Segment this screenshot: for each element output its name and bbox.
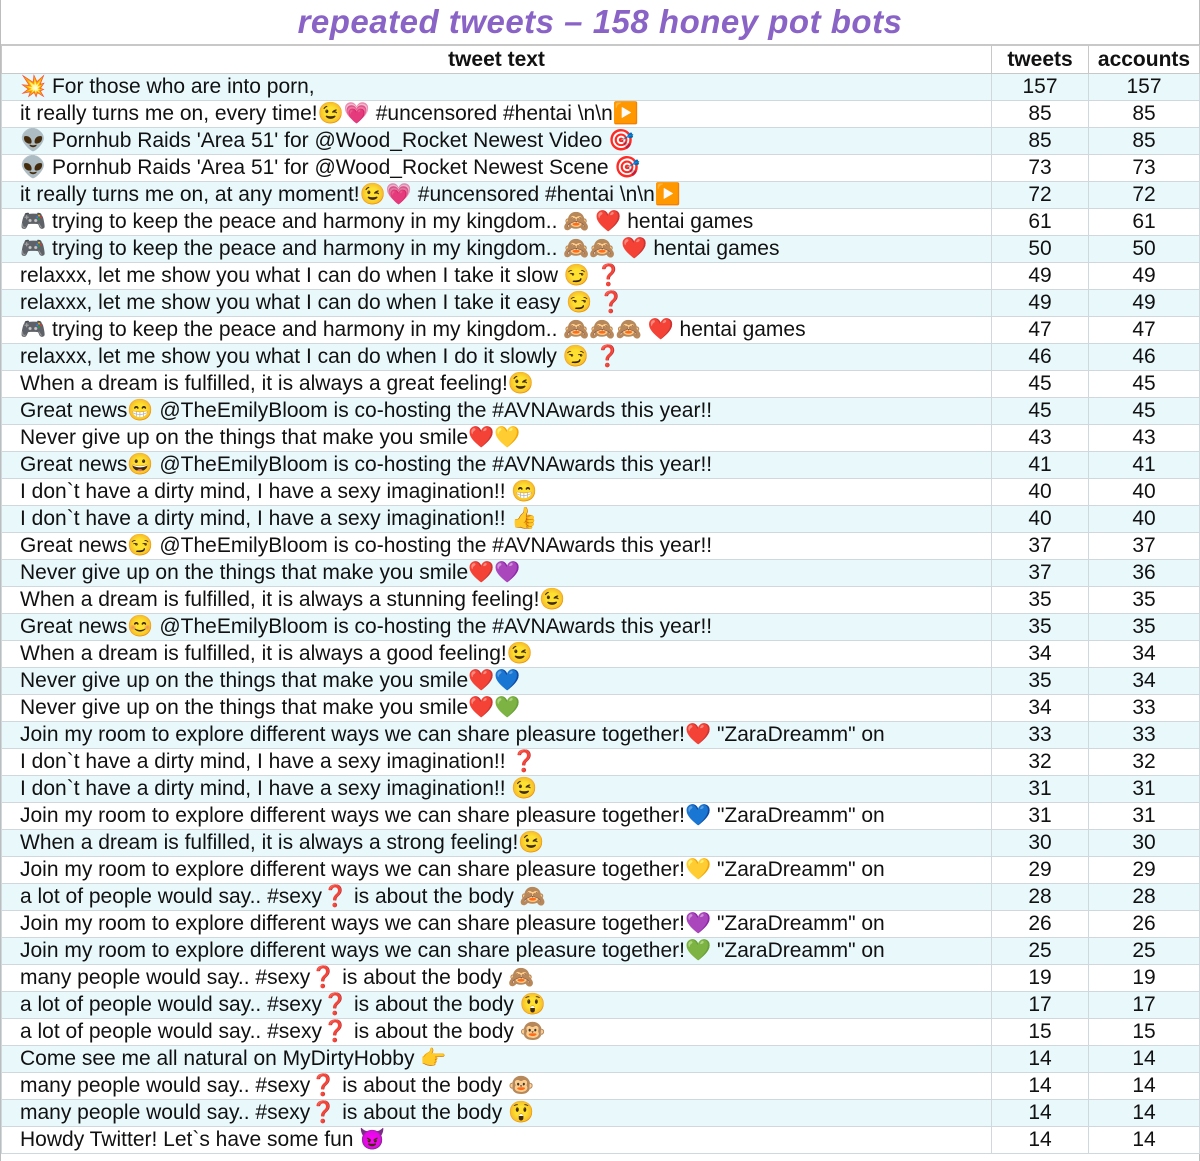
tweet-text-cell: Join my room to explore different ways we can share pleasure together!💙 "ZaraDreamm" on	[2, 803, 992, 830]
tweets-count-cell: 14	[992, 1073, 1089, 1100]
tweet-text-cell: 🎮 trying to keep the peace and harmony in my kingdom.. 🙈 ❤️ hentai games	[2, 209, 992, 236]
table-row	[2, 398, 1200, 425]
table-row	[2, 533, 1200, 560]
accounts-count-cell: 40	[1089, 479, 1200, 506]
accounts-count-cell: 34	[1089, 668, 1200, 695]
header-row	[2, 46, 1200, 74]
tweets-count-cell: 35	[992, 614, 1089, 641]
tweets-count-cell: 85	[992, 128, 1089, 155]
accounts-count-cell: 157	[1089, 74, 1200, 101]
accounts-count-cell: 36	[1089, 560, 1200, 587]
tweet-text-cell: Never give up on the things that make you smile❤️💙	[2, 668, 992, 695]
tweet-text-cell: Never give up on the things that make you smile❤️💚	[2, 695, 992, 722]
tweets-count-cell: 17	[992, 992, 1089, 1019]
table-row	[2, 992, 1200, 1019]
tweet-text-cell: I don`t have a dirty mind, I have a sexy imagination!! ❓	[2, 749, 992, 776]
table-row	[2, 209, 1200, 236]
tweets-count-cell: 15	[992, 1019, 1089, 1046]
tweets-count-cell: 45	[992, 398, 1089, 425]
tweet-text-cell: relaxxx, let me show you what I can do when I take it slow 😏 ❓	[2, 263, 992, 290]
tweet-text-cell: I don`t have a dirty mind, I have a sexy imagination!! 😁	[2, 479, 992, 506]
tweets-count-cell: 157	[992, 74, 1089, 101]
accounts-count-cell: 45	[1089, 398, 1200, 425]
tweet-text-cell: Great news😏 @TheEmilyBloom is co-hosting the #AVNAwards this year!!	[2, 533, 992, 560]
table-row	[2, 884, 1200, 911]
accounts-count-cell: 14	[1089, 1100, 1200, 1127]
tweets-table	[1, 45, 1200, 1154]
table-row	[2, 911, 1200, 938]
tweet-text-cell: a lot of people would say.. #sexy❓ is about the body 🐵	[2, 1019, 992, 1046]
tweets-count-cell: 47	[992, 317, 1089, 344]
accounts-count-cell: 85	[1089, 101, 1200, 128]
tweets-count-cell: 37	[992, 560, 1089, 587]
header-tweet-text: tweet text	[2, 46, 992, 74]
tweet-text-cell: I don`t have a dirty mind, I have a sexy imagination!! 😉	[2, 776, 992, 803]
accounts-count-cell: 29	[1089, 857, 1200, 884]
accounts-count-cell: 45	[1089, 371, 1200, 398]
tweets-count-cell: 61	[992, 209, 1089, 236]
tweets-count-cell: 50	[992, 236, 1089, 263]
accounts-count-cell: 25	[1089, 938, 1200, 965]
tweets-count-cell: 35	[992, 587, 1089, 614]
tweets-count-cell: 33	[992, 722, 1089, 749]
table-row	[2, 722, 1200, 749]
table-row	[2, 128, 1200, 155]
tweets-count-cell: 28	[992, 884, 1089, 911]
accounts-count-cell: 50	[1089, 236, 1200, 263]
table-body	[2, 74, 1200, 1154]
accounts-count-cell: 35	[1089, 614, 1200, 641]
tweet-text-cell: Join my room to explore different ways we can share pleasure together!💚 "ZaraDreamm" on	[2, 938, 992, 965]
table-row	[2, 587, 1200, 614]
accounts-count-cell: 15	[1089, 1019, 1200, 1046]
tweet-text-cell: 💥 For those who are into porn,	[2, 74, 992, 101]
accounts-count-cell: 41	[1089, 452, 1200, 479]
accounts-count-cell: 14	[1089, 1073, 1200, 1100]
table-row	[2, 101, 1200, 128]
accounts-count-cell: 32	[1089, 749, 1200, 776]
accounts-count-cell: 30	[1089, 830, 1200, 857]
accounts-count-cell: 26	[1089, 911, 1200, 938]
tweet-text-cell: Join my room to explore different ways we can share pleasure together!❤️ "ZaraDreamm" on	[2, 722, 992, 749]
tweet-text-cell: many people would say.. #sexy❓ is about the body 🙈	[2, 965, 992, 992]
tweets-count-cell: 40	[992, 479, 1089, 506]
tweet-text-cell: When a dream is fulfilled, it is always a great feeling!😉	[2, 371, 992, 398]
tweets-count-cell: 41	[992, 452, 1089, 479]
tweets-count-cell: 14	[992, 1127, 1089, 1154]
table-row	[2, 506, 1200, 533]
tweet-text-cell: When a dream is fulfilled, it is always a strong feeling!😉	[2, 830, 992, 857]
table-row	[2, 1127, 1200, 1154]
accounts-count-cell: 49	[1089, 263, 1200, 290]
tweets-count-cell: 26	[992, 911, 1089, 938]
tweet-text-cell: Great news😀 @TheEmilyBloom is co-hosting the #AVNAwards this year!!	[2, 452, 992, 479]
accounts-count-cell: 72	[1089, 182, 1200, 209]
tweet-text-cell: I don`t have a dirty mind, I have a sexy imagination!! 👍	[2, 506, 992, 533]
table-row	[2, 857, 1200, 884]
tweets-count-cell: 19	[992, 965, 1089, 992]
tweet-text-cell: Come see me all natural on MyDirtyHobby 👉	[2, 1046, 992, 1073]
tweets-count-cell: 72	[992, 182, 1089, 209]
tweet-text-cell: 👽 Pornhub Raids 'Area 51' for @Wood_Rocket Newest Video 🎯	[2, 128, 992, 155]
tweet-text-cell: relaxxx, let me show you what I can do when I do it slowly 😏 ❓	[2, 344, 992, 371]
tweets-count-cell: 40	[992, 506, 1089, 533]
table-row	[2, 371, 1200, 398]
accounts-count-cell: 37	[1089, 533, 1200, 560]
accounts-count-cell: 31	[1089, 803, 1200, 830]
tweets-count-cell: 34	[992, 641, 1089, 668]
header-accounts: accounts	[1089, 46, 1200, 74]
tweets-count-cell: 30	[992, 830, 1089, 857]
accounts-count-cell: 73	[1089, 155, 1200, 182]
table-row	[2, 965, 1200, 992]
tweet-text-cell: Join my room to explore different ways we can share pleasure together!💜 "ZaraDreamm" on	[2, 911, 992, 938]
table-row	[2, 263, 1200, 290]
table-row	[2, 1046, 1200, 1073]
table-row	[2, 290, 1200, 317]
tweet-text-cell: it really turns me on, every time!😉💗 #uncensored #hentai \n\n▶️	[2, 101, 992, 128]
accounts-count-cell: 85	[1089, 128, 1200, 155]
accounts-count-cell: 17	[1089, 992, 1200, 1019]
accounts-count-cell: 35	[1089, 587, 1200, 614]
tweets-count-cell: 37	[992, 533, 1089, 560]
tweets-count-cell: 32	[992, 749, 1089, 776]
tweet-text-cell: it really turns me on, at any moment!😉💗 #uncensored #hentai \n\n▶️	[2, 182, 992, 209]
tweet-text-cell: Great news😁 @TheEmilyBloom is co-hosting the #AVNAwards this year!!	[2, 398, 992, 425]
tweet-text-cell: a lot of people would say.. #sexy❓ is about the body 😲	[2, 992, 992, 1019]
tweets-count-cell: 25	[992, 938, 1089, 965]
tweets-count-cell: 73	[992, 155, 1089, 182]
table-row	[2, 425, 1200, 452]
accounts-count-cell: 31	[1089, 776, 1200, 803]
tweet-text-cell: 👽 Pornhub Raids 'Area 51' for @Wood_Rocket Newest Scene 🎯	[2, 155, 992, 182]
tweet-text-cell: Howdy Twitter! Let`s have some fun 😈	[2, 1127, 992, 1154]
table-row	[2, 938, 1200, 965]
table-row	[2, 695, 1200, 722]
accounts-count-cell: 43	[1089, 425, 1200, 452]
tweets-count-cell: 29	[992, 857, 1089, 884]
table-row	[2, 1073, 1200, 1100]
table-row	[2, 641, 1200, 668]
table-row	[2, 344, 1200, 371]
accounts-count-cell: 33	[1089, 722, 1200, 749]
accounts-count-cell: 46	[1089, 344, 1200, 371]
accounts-count-cell: 34	[1089, 641, 1200, 668]
header-tweets: tweets	[992, 46, 1089, 74]
tweet-text-cell: many people would say.. #sexy❓ is about the body 🐵	[2, 1073, 992, 1100]
table-row	[2, 452, 1200, 479]
tweet-text-cell: When a dream is fulfilled, it is always a good feeling!😉	[2, 641, 992, 668]
tweet-text-cell: 🎮 trying to keep the peace and harmony in my kingdom.. 🙈🙈 ❤️ hentai games	[2, 236, 992, 263]
table-row	[2, 74, 1200, 101]
tweets-count-cell: 45	[992, 371, 1089, 398]
table-row	[2, 803, 1200, 830]
tweets-count-cell: 14	[992, 1046, 1089, 1073]
table-row	[2, 236, 1200, 263]
table-row	[2, 830, 1200, 857]
tweet-text-cell: 🎮 trying to keep the peace and harmony in my kingdom.. 🙈🙈🙈 ❤️ hentai games	[2, 317, 992, 344]
table-row	[2, 776, 1200, 803]
tweet-text-cell: When a dream is fulfilled, it is always a stunning feeling!😉	[2, 587, 992, 614]
tweet-text-cell: Never give up on the things that make you smile❤️💜	[2, 560, 992, 587]
tweets-count-cell: 49	[992, 263, 1089, 290]
table-row	[2, 479, 1200, 506]
accounts-count-cell: 28	[1089, 884, 1200, 911]
accounts-count-cell: 19	[1089, 965, 1200, 992]
tweet-text-cell: many people would say.. #sexy❓ is about the body 😲	[2, 1100, 992, 1127]
accounts-count-cell: 47	[1089, 317, 1200, 344]
tweet-text-cell: relaxxx, let me show you what I can do when I take it easy 😏 ❓	[2, 290, 992, 317]
table-row	[2, 749, 1200, 776]
tweet-text-cell: Great news😊 @TheEmilyBloom is co-hosting the #AVNAwards this year!!	[2, 614, 992, 641]
tweets-count-cell: 85	[992, 101, 1089, 128]
table-row	[2, 317, 1200, 344]
accounts-count-cell: 33	[1089, 695, 1200, 722]
tweets-count-cell: 31	[992, 803, 1089, 830]
table-row	[2, 614, 1200, 641]
table-row	[2, 560, 1200, 587]
tweets-count-cell: 43	[992, 425, 1089, 452]
table-row	[2, 182, 1200, 209]
table-row	[2, 1100, 1200, 1127]
tweets-count-cell: 46	[992, 344, 1089, 371]
accounts-count-cell: 40	[1089, 506, 1200, 533]
tweets-count-cell: 49	[992, 290, 1089, 317]
accounts-count-cell: 14	[1089, 1127, 1200, 1154]
tweet-text-cell: Never give up on the things that make you smile❤️💛	[2, 425, 992, 452]
table-row	[2, 155, 1200, 182]
accounts-count-cell: 61	[1089, 209, 1200, 236]
tweets-count-cell: 31	[992, 776, 1089, 803]
sheet-title: repeated tweets – 158 honey pot bots	[1, 0, 1199, 45]
tweet-text-cell: Join my room to explore different ways we can share pleasure together!💛 "ZaraDreamm" on	[2, 857, 992, 884]
tweets-count-cell: 14	[992, 1100, 1089, 1127]
tweets-count-cell: 35	[992, 668, 1089, 695]
accounts-count-cell: 14	[1089, 1046, 1200, 1073]
table-row	[2, 668, 1200, 695]
table-row	[2, 1019, 1200, 1046]
accounts-count-cell: 49	[1089, 290, 1200, 317]
tweet-text-cell: a lot of people would say.. #sexy❓ is about the body 🙈	[2, 884, 992, 911]
tweets-count-cell: 34	[992, 695, 1089, 722]
